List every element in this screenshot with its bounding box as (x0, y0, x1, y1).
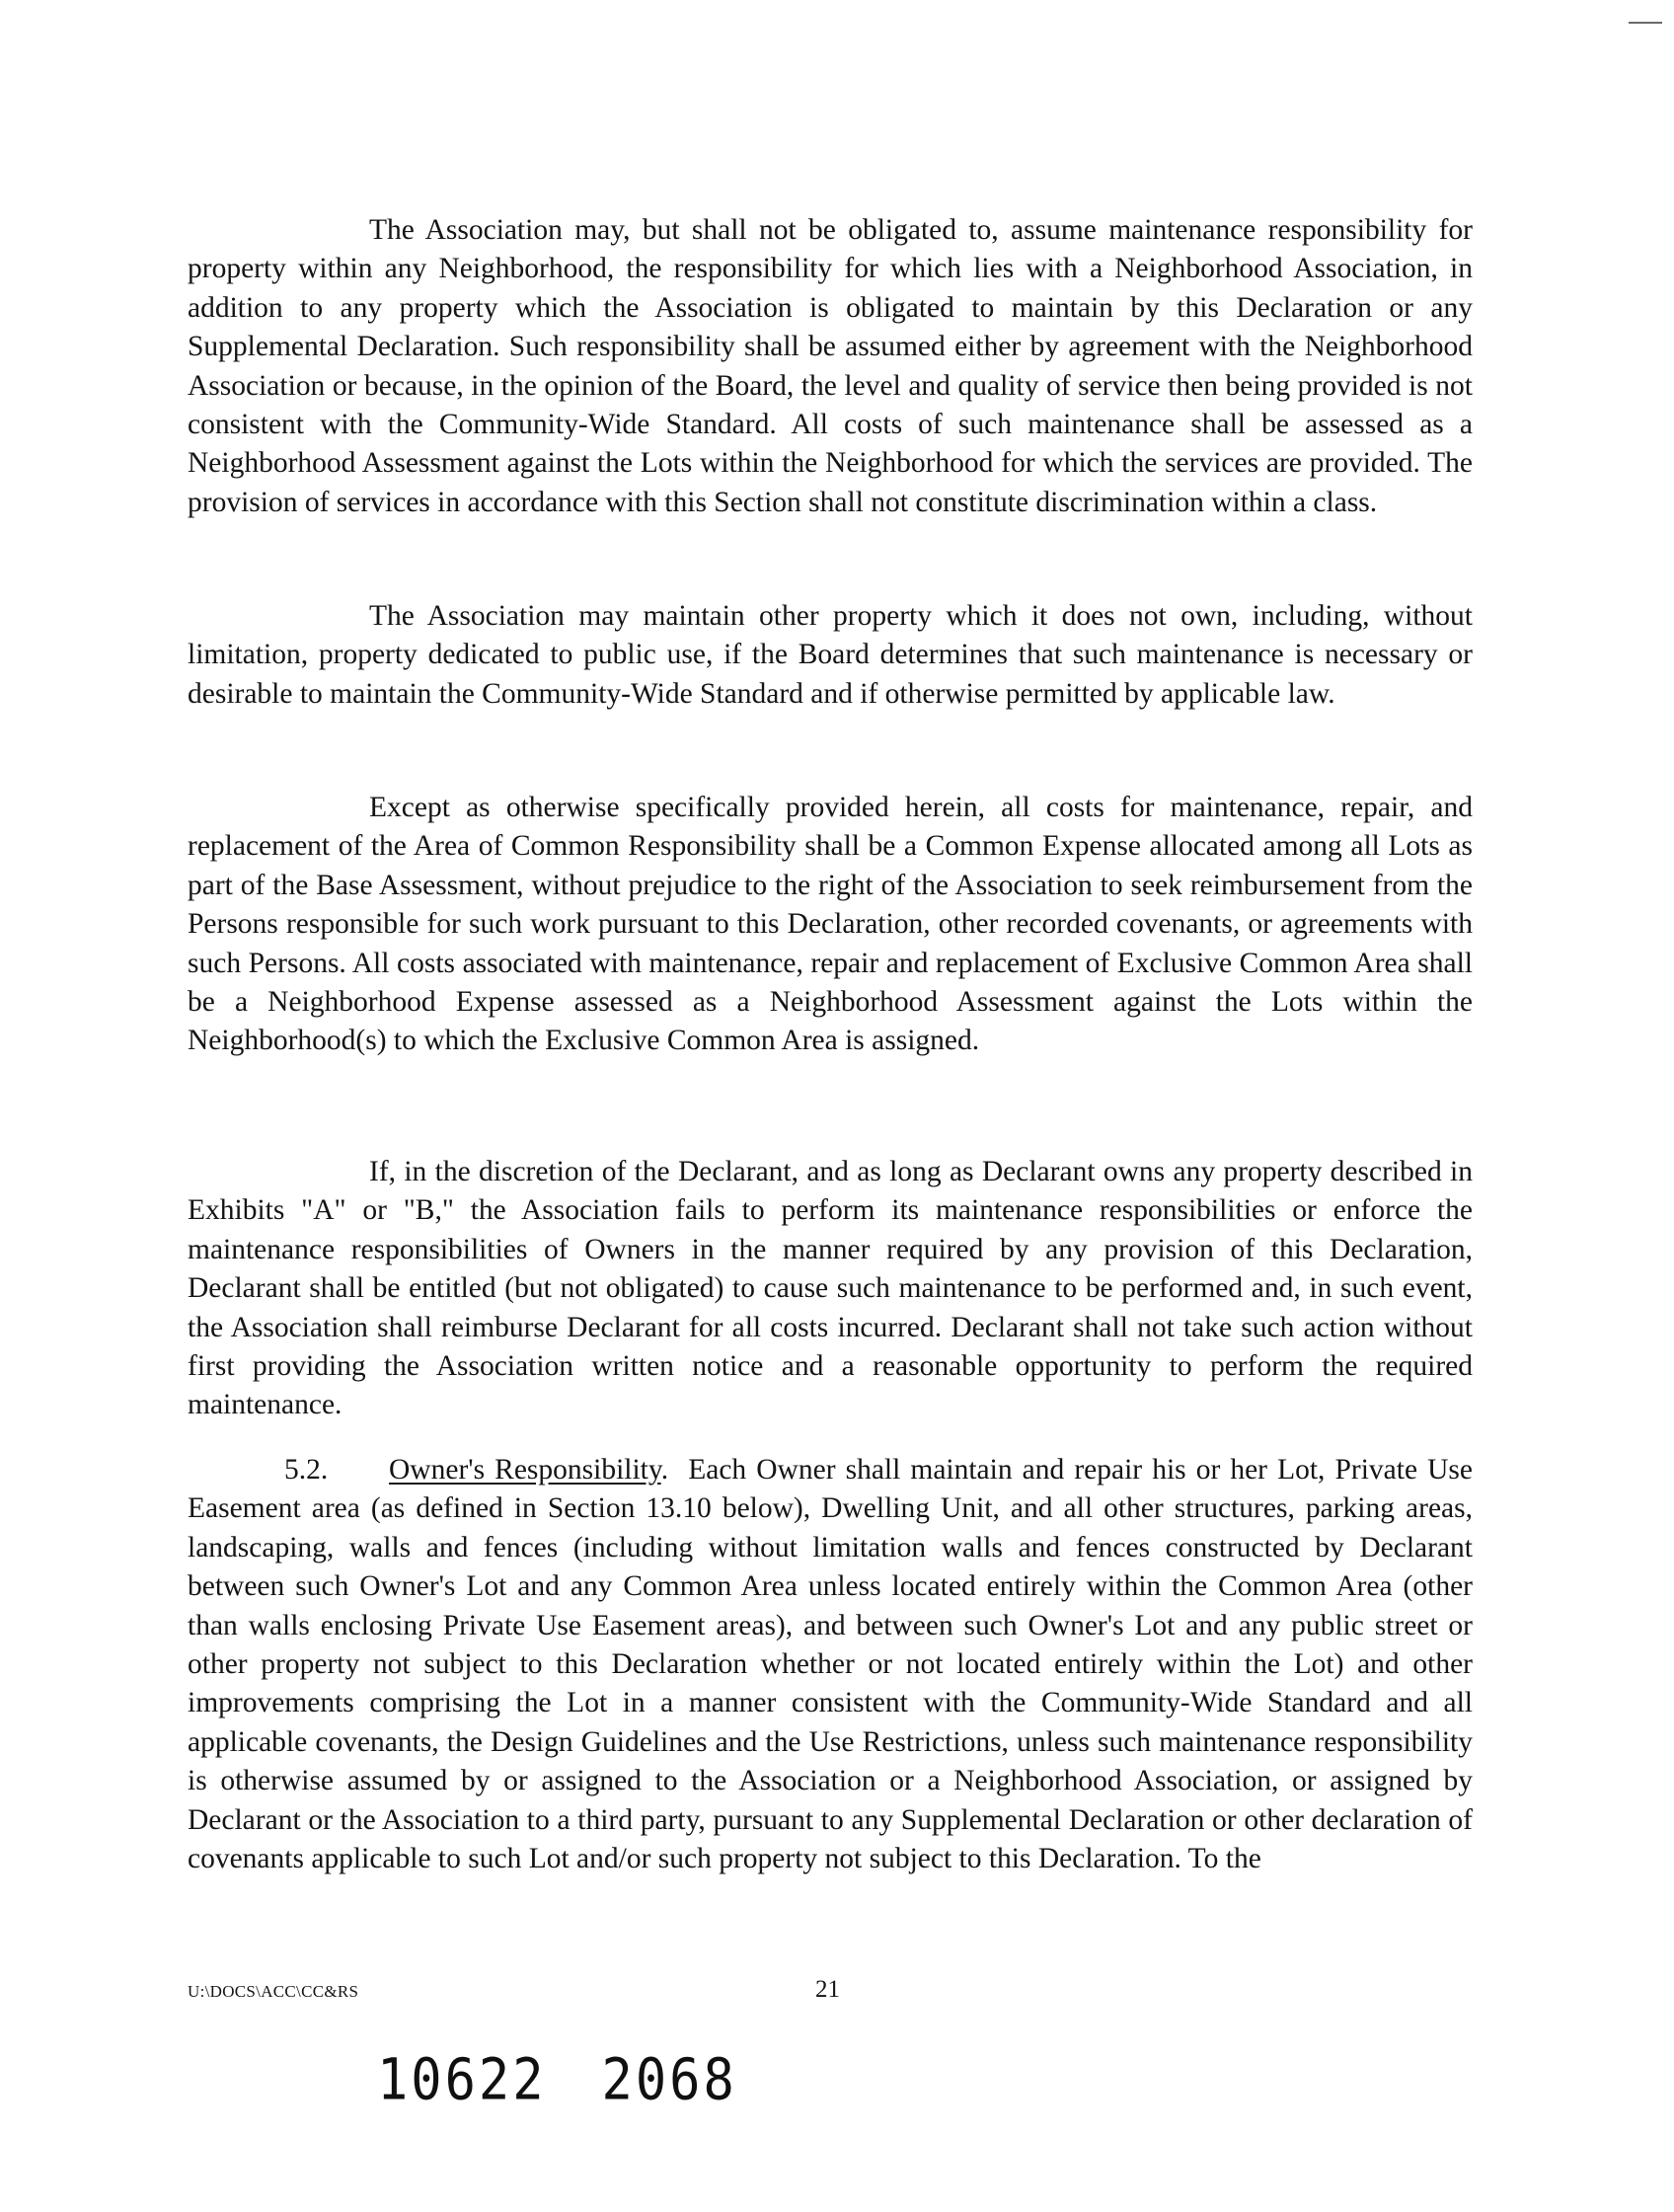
paragraph-declarant-discretion: If, in the discretion of the Declarant, and as long as Declarant owns any property described in Exhibits "A" or "B," the Association fails to perform its maintenance responsibilities or enforce the maintenance responsibilities of Owners in the manner required by any provision of this Declaration, Declarant shall be entitled (but not obligated) to cause such maintenance to be performed and, in such event, the Association shall reimburse Declarant for all costs incurred. Declarant shall not take such action without first providing the Association written notice and a reasonable opportunity to perform the required maintenance. (188, 1156, 1473, 1421)
section-owners-responsibility (188, 1451, 1473, 1878)
stamp-book-number: 10622 (377, 2047, 547, 2114)
stamp-page-number: 2068 (601, 2047, 737, 2114)
paragraph-maintain-other-property: The Association may maintain other property which it does not own, including, without limitation, property dedicated to public use, if the Board determines that such maintenance is necessary or desirable to maintain the Community-Wide Standard and if otherwise permitted by applicable law. (188, 600, 1473, 710)
section-number: 5.2. (284, 1454, 329, 1486)
page-number: 21 (815, 1976, 840, 2003)
footer-file-path: U:\DOCS\ACC\CC&RS (188, 1982, 359, 2001)
section-title-period: . (660, 1454, 669, 1486)
section-body: Each Owner shall maintain and repair his or her Lot, Private Use Easement area (as defined in Section 13.10 below), Dwelling Unit, and all other structures, parking areas, landscaping, walls and fences (including without limitation walls and fences constructed by Declarant between such Owner's Lot and any Common Area unless located entirely within the Common Area (other than walls enclosing Private Use Easement areas), and between such Owner's Lot and any public street or other property not subject to this Declaration whether or not located entirely within the Lot) and other improvements comprising the Lot in a manner consistent with the Community-Wide Standard and all applicable covenants, the Design Guidelines and the Use Restrictions, unless such maintenance responsibility is otherwise assumed by or assigned to the Association or a Neighborhood Association, or assigned by Declarant or the Association to a third party, pursuant to any Supplemental Declaration or other declaration of covenants applicable to such Lot and/or such property not subject to this Declaration. To the (188, 1454, 1473, 1875)
scan-edge-mark (1629, 22, 1662, 24)
paragraph-maintenance-costs: Except as otherwise specifically provided herein, all costs for maintenance, repair, and replacement of the Area of Common Responsibility shall be a Common Expense allocated among all Lots as part of the Base Assessment, without prejudice to the right of the Association to seek reimbursement from the Persons responsible for such work pursuant to this Declaration, other recorded covenants, or agreements with such Persons. All costs associated with maintenance, repair and replacement of Exclusive Common Area shall be a Neighborhood Expense assessed as a Neighborhood Assessment against the Lots within the Neighborhood(s) to which the Exclusive Common Area is assigned. (188, 792, 1473, 1057)
section-title: Owner's Responsibility (389, 1454, 661, 1486)
paragraph-association-neighborhood-maintenance: The Association may, but shall not be obligated to, assume maintenance responsibility for property within any Neighborhood, the responsibility for which lies with a Neighborhood Association, in addition to any property which the Association is obligated to maintain by this Declaration or any Supplemental Declaration. Such responsibility shall be assumed either by agreement with the Neighborhood Association or because, in the opinion of the Board, the level and quality of service then being provided is not consistent with the Community-Wide Standard. All costs of such maintenance shall be assessed as a Neighborhood Assessment against the Lots within the Neighborhood for which the services are provided. The provision of services in accordance with this Section shall not constitute discrimination within a class. (188, 214, 1473, 518)
recording-stamp (377, 2047, 737, 2113)
